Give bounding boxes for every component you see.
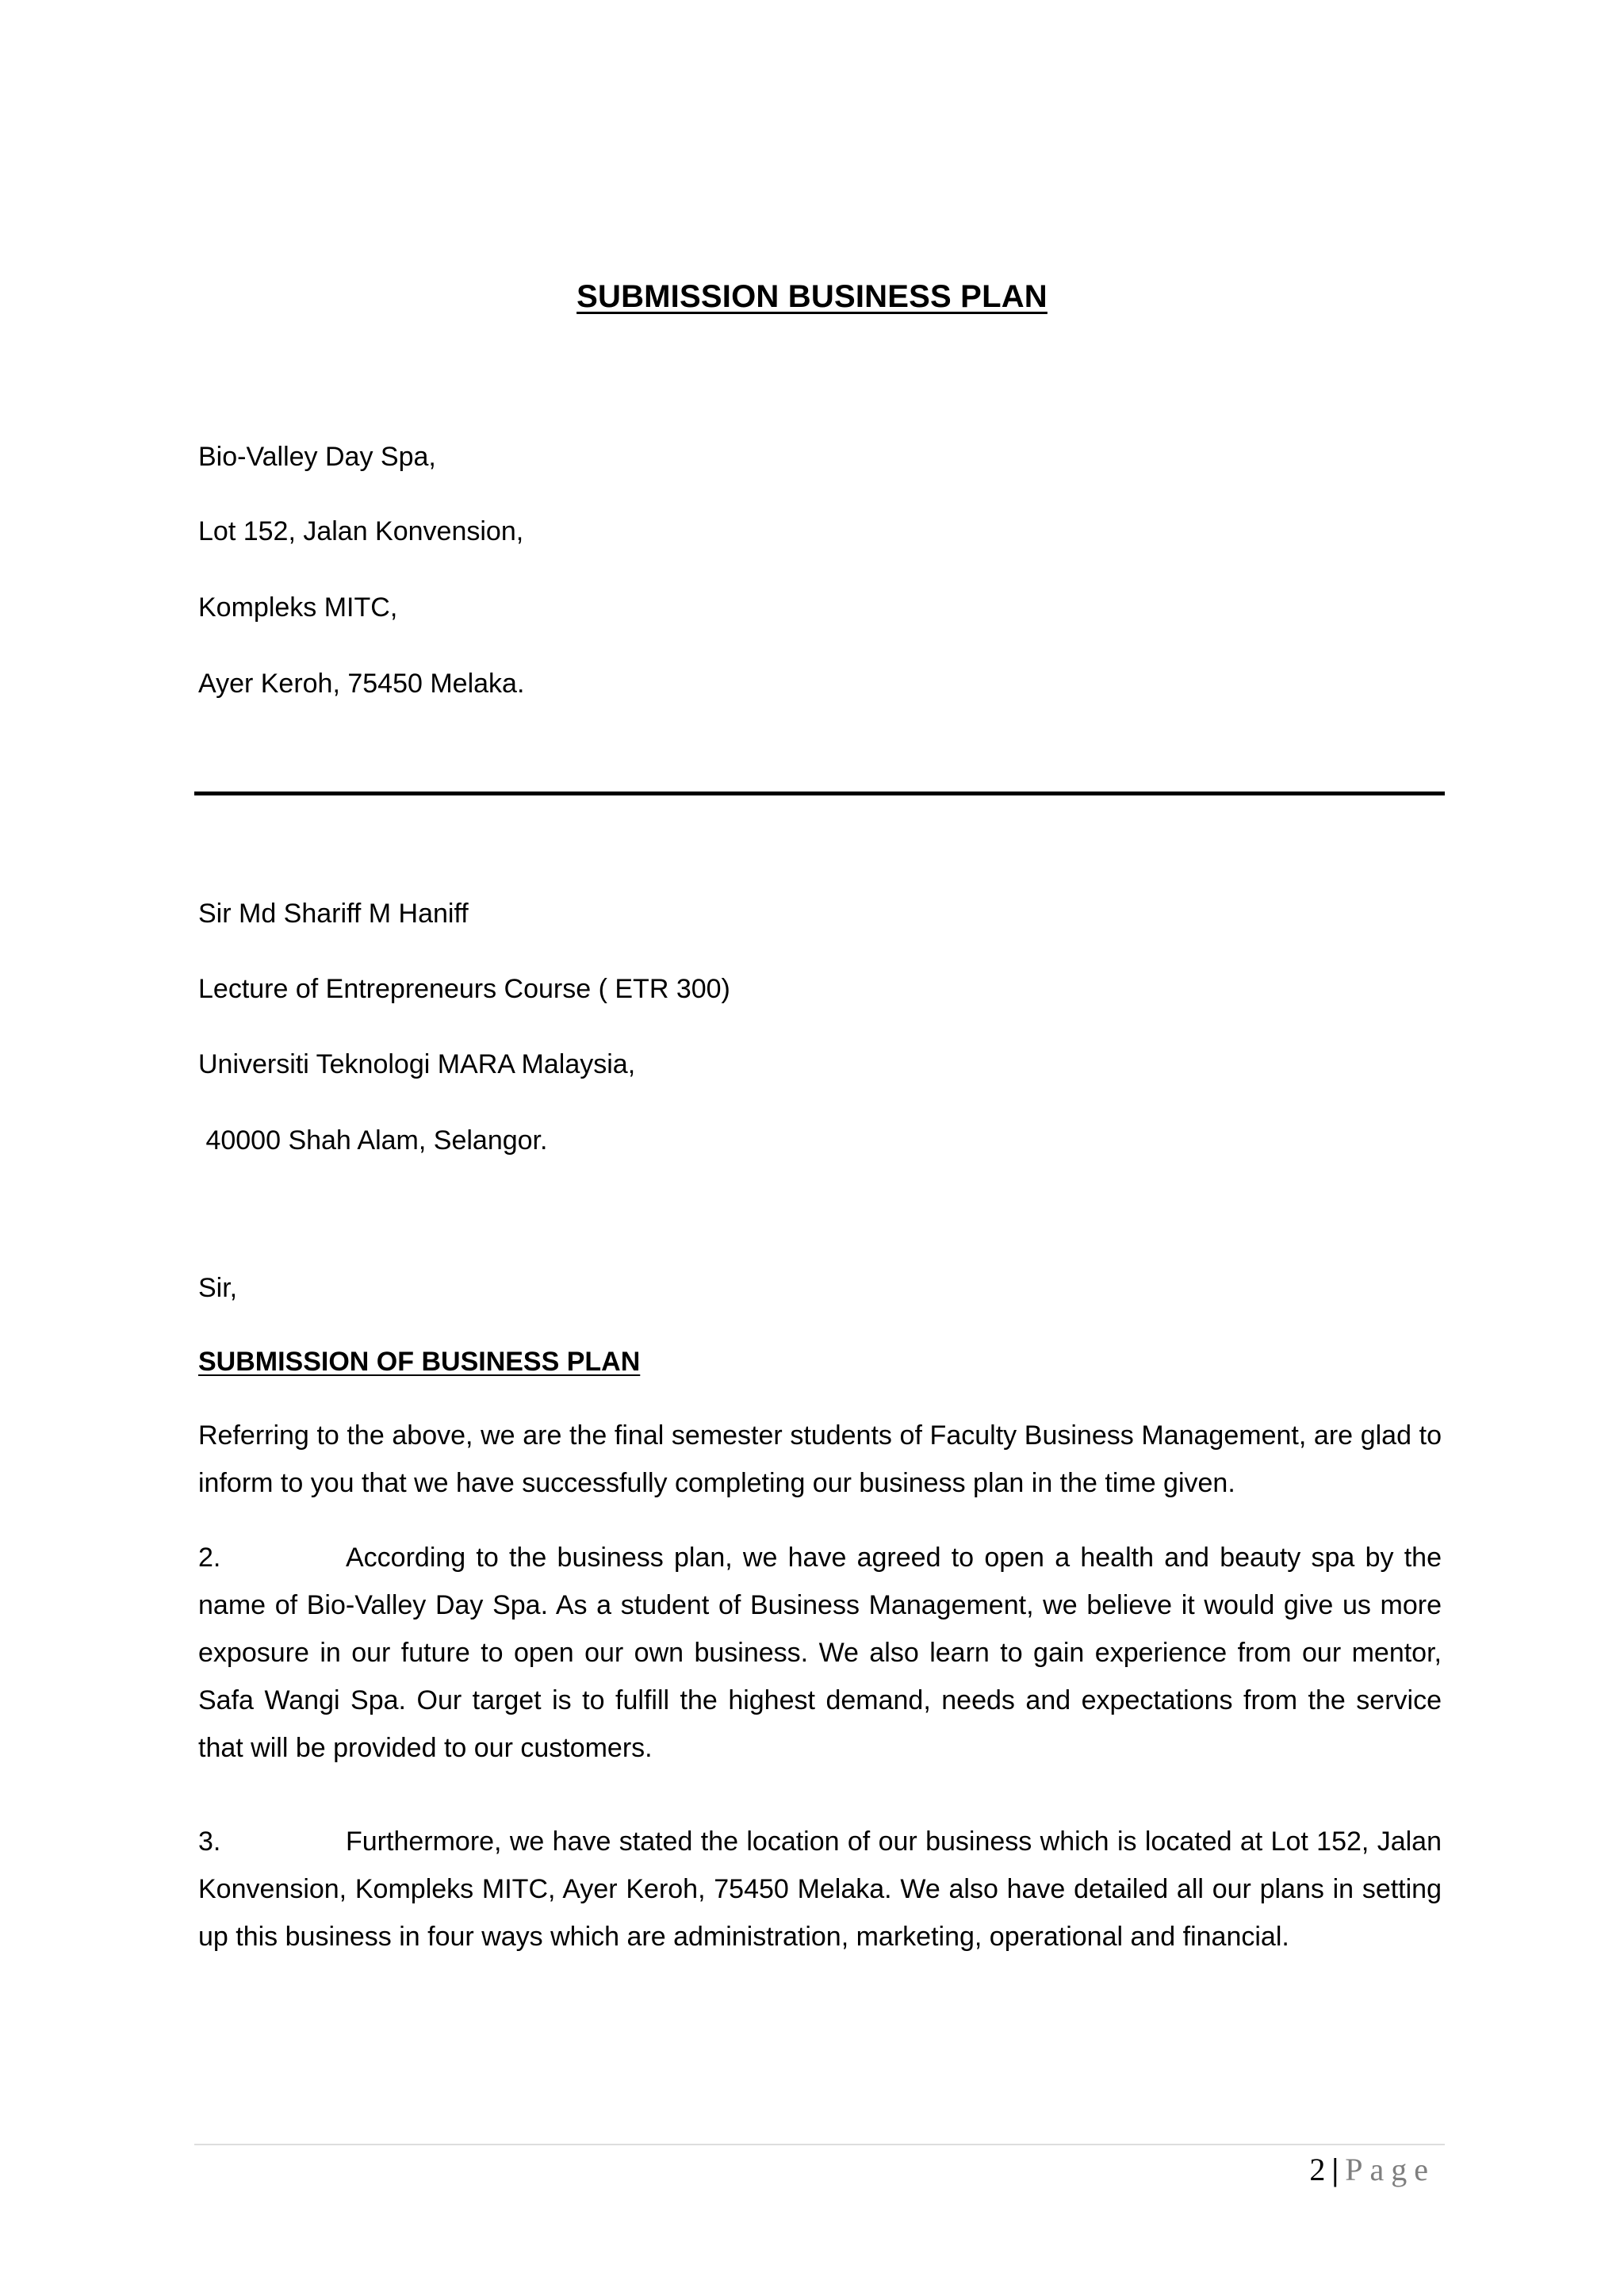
- recipient-institution: Universiti Teknologi MARA Malaysia,: [198, 1049, 636, 1079]
- header-divider: [194, 792, 1445, 795]
- sender-address-line-2: Kompleks MITC,: [198, 592, 398, 623]
- paragraph-3-number: 3.: [198, 1826, 221, 1857]
- paragraph-2-number: 2.: [198, 1543, 221, 1573]
- document-title: SUBMISSION BUSINESS PLAN: [576, 279, 1048, 314]
- sender-name: Bio-Valley Day Spa,: [198, 442, 436, 472]
- salutation: Sir,: [198, 1273, 238, 1303]
- letter-subject: SUBMISSION OF BUSINESS PLAN: [198, 1347, 641, 1377]
- paragraph-1: Referring to the above, we are the final semester students of Faculty Business Management, are glad to inform to you that we have successfully completing our business plan in the time given.: [198, 1420, 1442, 1498]
- sender-address-line-3: Ayer Keroh, 75450 Melaka.: [198, 669, 525, 699]
- recipient-name: Sir Md Shariff M Haniff: [198, 899, 469, 929]
- sender-address-line-1: Lot 152, Jalan Konvension,: [198, 516, 524, 546]
- page-label: Page: [1345, 2152, 1435, 2187]
- recipient-title: Lecture of Entrepreneurs Course ( ETR 300): [198, 974, 730, 1004]
- paragraph-2: [198, 1534, 1442, 1772]
- paragraph-3: [198, 1818, 1442, 1961]
- footer-divider: [194, 2144, 1445, 2145]
- page-number: 2: [1309, 2152, 1326, 2187]
- paragraph-3-text: Furthermore, we have stated the location of our business which is located at Lot 152, Jalan Konvension, Kompleks MITC, Ayer Keroh, 75450 Melaka. We also have detailed all our plans in setting up this business in four ways which are administration, marketing, operational and financial.: [198, 1826, 1442, 1952]
- paragraph-2-text: According to the business plan, we have agreed to open a health and beauty spa by the name of Bio-Valley Day Spa. As a student of Business Management, we believe it would give us more exposure in our future to open our own business. We also learn to gain experience from our mentor, Safa Wangi Spa. Our target is to fulfill the highest demand, needs and expectations from the service that will be provided to our customers.: [198, 1543, 1442, 1763]
- footer-separator: |: [1331, 2152, 1339, 2187]
- recipient-address: 40000 Shah Alam, Selangor.: [198, 1125, 548, 1156]
- page-footer: [1309, 2151, 1435, 2189]
